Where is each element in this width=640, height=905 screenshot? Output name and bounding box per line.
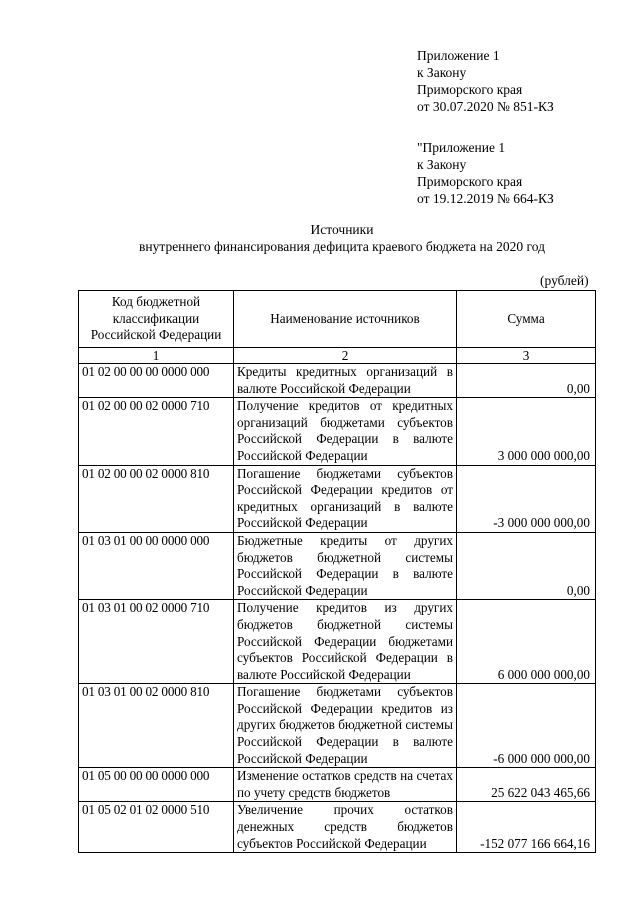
table-row: [79, 768, 596, 802]
table-row: [79, 364, 596, 398]
region-label: Приморского края: [417, 174, 523, 189]
row-amount: 0,00: [457, 364, 596, 398]
appendix-label: Приложение 1: [417, 48, 500, 63]
row-name: Изменение остатков средств на счетах по учету средств бюджетов: [234, 768, 457, 802]
column-number: 2: [234, 348, 457, 364]
table-row: [79, 802, 596, 853]
row-name: Получение кредитов от кредитных организаций бюджетами субъектов Российской Федерации в валюте Российской Федерации: [234, 398, 457, 465]
row-code: 01 03 01 00 02 0000 810: [79, 684, 234, 768]
units-label: (рублей): [540, 273, 589, 288]
row-amount: 6 000 000 000,00: [457, 600, 596, 684]
row-name: Бюджетные кредиты от других бюджетов бюджетной системы Российской Федерации в валюте Российской Федерации: [234, 532, 457, 599]
table-row: [79, 398, 596, 465]
law-date-number: от 19.12.2019 № 664-КЗ: [417, 191, 554, 206]
row-code: 01 02 00 00 00 0000 000: [79, 364, 234, 398]
law-reference-current: [417, 47, 554, 115]
table-row: [79, 532, 596, 599]
header-amount: Сумма: [457, 291, 596, 348]
table-row: [79, 684, 596, 768]
financing-sources-table: [78, 290, 596, 853]
law-reference-original: [417, 139, 554, 207]
document-subtitle: внутреннего финансирования дефицита краевого бюджета на 2020 год: [139, 239, 545, 254]
law-date-number: от 30.07.2020 № 851-КЗ: [417, 99, 554, 114]
law-label: к Закону: [417, 65, 467, 80]
row-amount: 0,00: [457, 532, 596, 599]
row-amount: 25 622 043 465,66: [457, 768, 596, 802]
row-name: Погашение бюджетами субъектов Российской Федерации кредитов от кредитных организаций в валюте Российской Федерации: [234, 465, 457, 532]
header-name: Наименование источников: [234, 291, 457, 348]
law-label: к Закону: [417, 157, 467, 172]
table-header-row: [79, 291, 596, 348]
row-code: 01 03 01 00 02 0000 710: [79, 600, 234, 684]
row-code: 01 05 02 01 02 0000 510: [79, 802, 234, 853]
row-name: Получение кредитов из других бюджетов бюджетной системы Российской Федерации бюджетами субъектов Российской Федерации в валюте Российской Федерации: [234, 600, 457, 684]
row-name: Погашение бюджетами субъектов Российской Федерации кредитов из других бюджетов бюджетной системы Российской Федерации в валюте Российской Федерации: [234, 684, 457, 768]
row-amount: -3 000 000 000,00: [457, 465, 596, 532]
row-code: 01 05 00 00 00 0000 000: [79, 768, 234, 802]
row-amount: -152 077 166 664,16: [457, 802, 596, 853]
header-code: Код бюджетной классификации Российской Федерации: [79, 291, 234, 348]
row-name: Кредиты кредитных организаций в валюте Российской Федерации: [234, 364, 457, 398]
row-amount: 3 000 000 000,00: [457, 398, 596, 465]
column-number: 1: [79, 348, 234, 364]
table-row: [79, 600, 596, 684]
row-name: Увеличение прочих остатков денежных средств бюджетов субъектов Российской Федерации: [234, 802, 457, 853]
row-amount: -6 000 000 000,00: [457, 684, 596, 768]
row-code: 01 03 01 00 00 0000 000: [79, 532, 234, 599]
table-row: [79, 465, 596, 532]
row-code: 01 02 00 00 02 0000 810: [79, 465, 234, 532]
column-number: 3: [457, 348, 596, 364]
document-title: Источники: [310, 222, 374, 237]
region-label: Приморского края: [417, 82, 523, 97]
column-numbers-row: [79, 348, 596, 364]
appendix-label: "Приложение 1: [417, 140, 506, 155]
row-code: 01 02 00 00 02 0000 710: [79, 398, 234, 465]
